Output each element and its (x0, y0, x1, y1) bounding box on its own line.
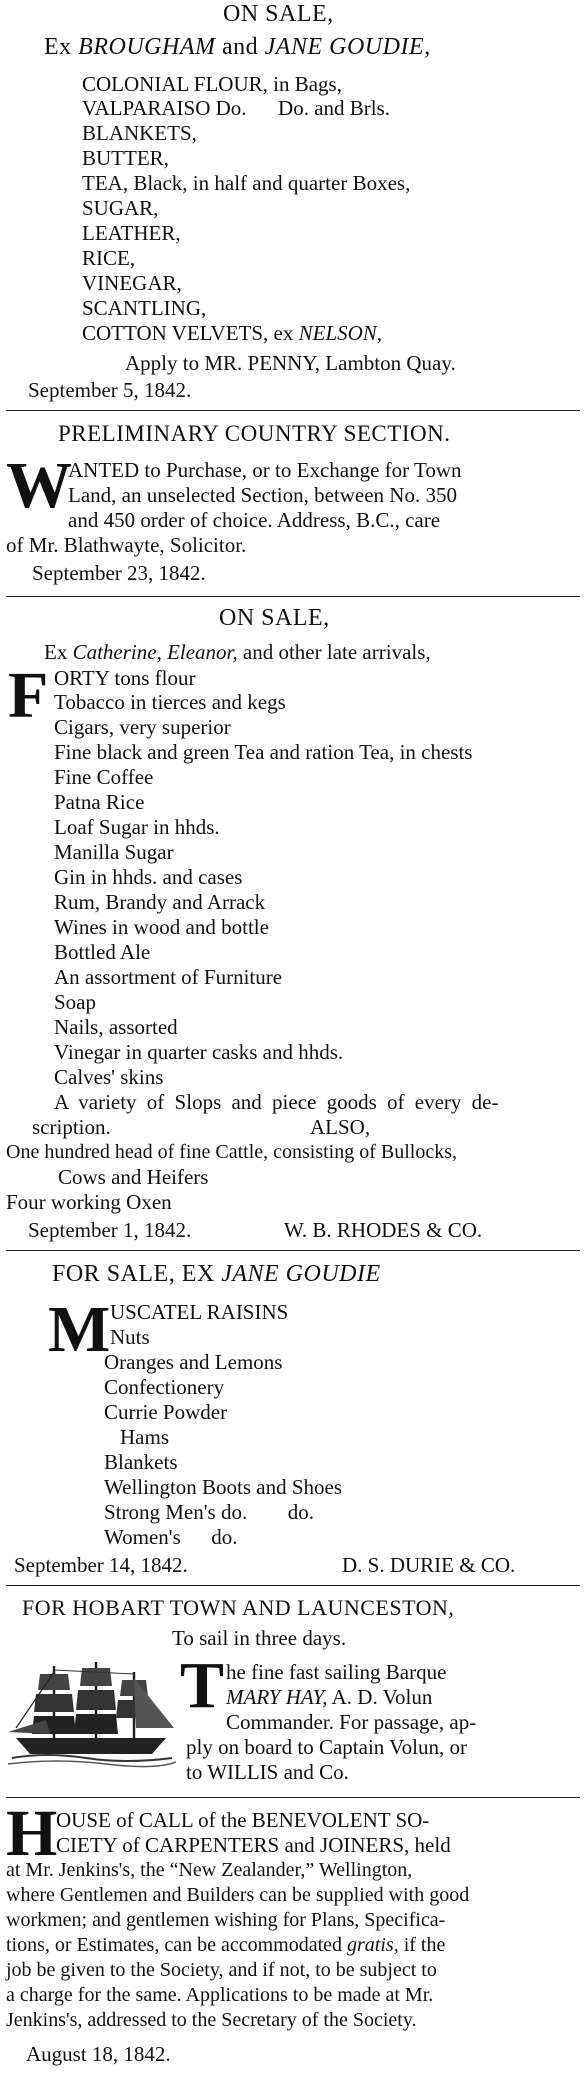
text-line: at Mr. Jenkins's, the “New Zealander,” Wellington, (6, 1859, 413, 1881)
text-line: Cows and Heifers (58, 1165, 209, 1189)
contact-line: Apply to MR. PENNY, Lambton Quay. (125, 351, 456, 375)
list-item: Soap (54, 990, 96, 1014)
list-item: scription. (32, 1115, 111, 1139)
text-line: workmen; and gentlemen wishing for Plans, Specifica- (6, 1909, 446, 1931)
list-item: COTTON VELVETS, ex NELSON, (82, 321, 383, 345)
text-line: tions, or Estimates, can be accommodated gratis, if the (6, 1934, 446, 1956)
text-line: where Gentlemen and Builders can be supplied with good (6, 1884, 470, 1906)
list-item: Fine Coffee (54, 765, 154, 789)
ad-heading: FOR HOBART TOWN AND LAUNCESTON, (22, 1595, 455, 1620)
list-item: Blankets (104, 1450, 178, 1474)
ad-date: September 5, 1842. (28, 378, 192, 402)
divider (6, 1250, 580, 1251)
list-item: Patna Rice (54, 790, 145, 814)
list-item: VINEGAR, (82, 271, 182, 295)
ad-heading: ON SALE, (219, 605, 330, 631)
list-item: Oranges and Lemons (104, 1350, 283, 1374)
ad-date: September 23, 1842. (32, 561, 206, 585)
text-line: Land, an unselected Section, between No. 350 (68, 483, 457, 507)
list-item: Women's do. (104, 1525, 238, 1549)
list-item: SCANTLING, (82, 296, 207, 320)
list-item: BLANKETS, (82, 121, 197, 145)
list-item: TEA, Black, in half and quarter Boxes, (82, 171, 411, 195)
ad-date: September 1, 1842. (28, 1218, 192, 1242)
divider (6, 410, 580, 411)
list-item: Rum, Brandy and Arrack (54, 890, 266, 914)
list-item: Nuts (110, 1325, 150, 1349)
list-item: ORTY tons flour (54, 666, 196, 690)
text-line: One hundred head of fine Cattle, consisting of Bullocks, (6, 1141, 458, 1163)
list-item: Gin in hhds. and cases (54, 865, 243, 889)
ad-signer: W. B. RHODES & CO. (284, 1218, 483, 1242)
list-item: SUGAR, (82, 196, 159, 220)
list-item: Hams (120, 1425, 169, 1449)
divider (6, 1585, 580, 1586)
list-item: Tobacco in tierces and kegs (54, 690, 286, 714)
text-line: of Mr. Blathwayte, Solicitor. (6, 533, 247, 557)
ad-heading: PRELIMINARY COUNTRY SECTION. (58, 421, 451, 446)
ad-signer: D. S. DURIE & CO. (342, 1553, 516, 1577)
list-item: USCATEL RAISINS (110, 1300, 289, 1324)
text-line: Four working Oxen (6, 1190, 172, 1214)
list-item: An assortment of Furniture (54, 965, 283, 989)
list-item: Loaf Sugar in hhds. (54, 815, 220, 839)
list-item: Wines in wood and bottle (54, 915, 269, 939)
text-line: Commander. For passage, ap- (226, 1710, 477, 1734)
list-item: RICE, (82, 246, 136, 270)
ad-subheading: To sail in three days. (172, 1626, 347, 1650)
list-item: Calves' skins (54, 1065, 164, 1089)
list-item: Nails, assorted (54, 1015, 178, 1039)
list-item: Cigars, very superior (54, 715, 231, 739)
drop-cap: F (8, 659, 49, 732)
sailing-ship-icon (6, 1658, 176, 1768)
drop-cap: H (6, 1797, 58, 1870)
ad-subheading: Ex BROUGHAM and JANE GOUDIE, (44, 34, 431, 60)
list-item: COLONIAL FLOUR, in Bags, (82, 72, 342, 96)
text-line: to WILLIS and Co. (186, 1760, 349, 1784)
ad-date: August 18, 1842. (26, 2042, 171, 2066)
list-item: VALPARAISO Do. Do. and Brls. (82, 96, 391, 120)
list-item: Wellington Boots and Shoes (104, 1475, 343, 1499)
text-line: job be given to the Society, and if not, to be subject to (6, 1959, 437, 1981)
list-item: Currie Powder (104, 1400, 228, 1424)
list-item: Manilla Sugar (54, 840, 174, 864)
divider (6, 1797, 580, 1798)
ad-heading: FOR SALE, EX JANE GOUDIE (52, 1261, 381, 1287)
text-line: OUSE of CALL of the BENEVOLENT SO- (56, 1808, 430, 1832)
drop-cap: M (48, 1293, 111, 1366)
list-item: LEATHER, (82, 221, 181, 245)
list-item: Strong Men's do. do. (104, 1500, 314, 1524)
also-label: ALSO, (310, 1115, 371, 1139)
ad-heading: ON SALE, (223, 1, 334, 27)
text-line: ply on board to Captain Volun, or (186, 1735, 467, 1759)
drop-cap: W (6, 449, 72, 522)
text-line: MARY HAY, A. D. Volun (226, 1685, 433, 1709)
ad-date: September 14, 1842. (14, 1553, 188, 1577)
list-item: Vinegar in quarter casks and hhds. (54, 1040, 344, 1064)
ad-subheading: Ex Catherine, Eleanor, and other late arrivals, (44, 640, 431, 664)
text-line: and 450 order of choice. Address, B.C., care (68, 508, 441, 532)
text-line: a charge for the same. Applications to be made at Mr. (6, 1984, 434, 2006)
text-line: he fine fast sailing Barque (226, 1660, 447, 1684)
list-item: Bottled Ale (54, 940, 151, 964)
text-line: Jenkins's, addressed to the Secretary of the Society. (6, 2009, 417, 2031)
text-line: ANTED to Purchase, or to Exchange for Town (68, 458, 462, 482)
list-item: Fine black and green Tea and ration Tea, in chests (54, 740, 473, 764)
divider (6, 596, 580, 597)
text-line: CIETY of CARPENTERS and JOINERS, held (56, 1833, 451, 1857)
drop-cap: T (180, 1649, 225, 1722)
list-item: BUTTER, (82, 146, 169, 170)
list-item: Confectionery (104, 1375, 225, 1399)
list-item: A variety of Slops and piece goods of every de- (54, 1090, 499, 1114)
